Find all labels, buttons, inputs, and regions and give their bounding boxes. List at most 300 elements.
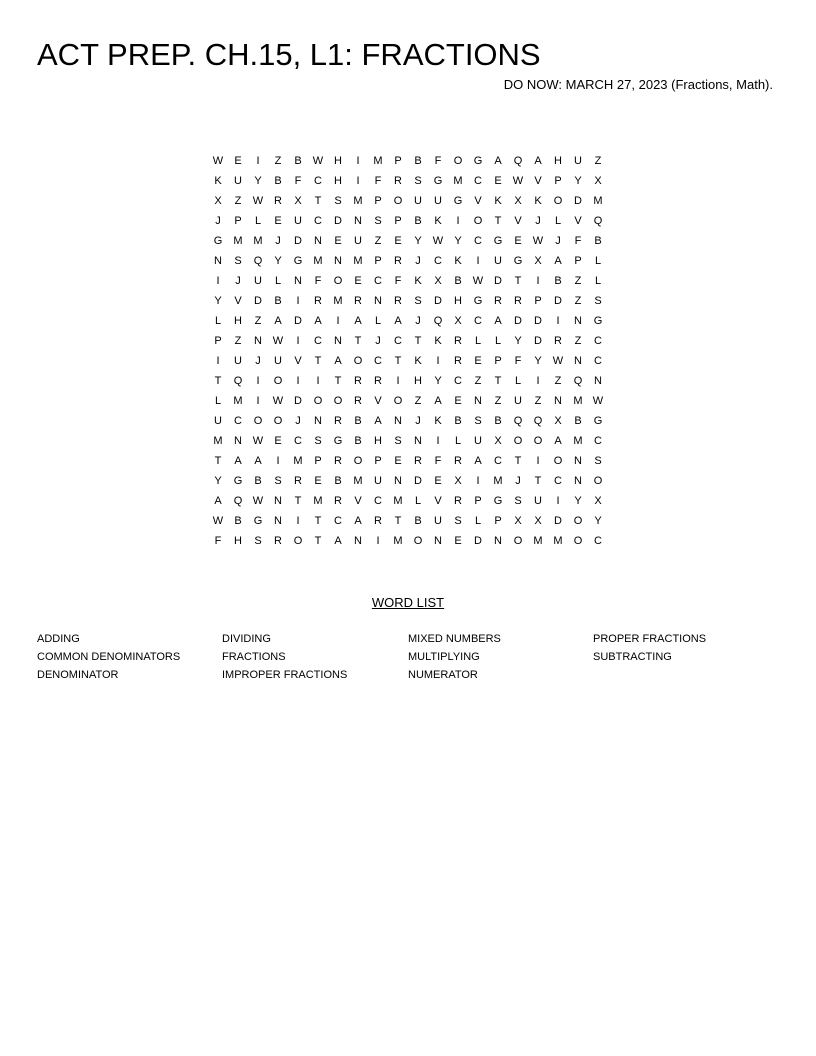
grid-letter: L [454, 435, 462, 447]
grid-letter: H [234, 535, 242, 547]
grid-letter: K [434, 335, 442, 347]
grid-letter: M [353, 475, 363, 487]
grid-letter: J [555, 235, 561, 247]
grid-letter: Y [454, 235, 462, 247]
grid-letter: C [554, 475, 562, 487]
grid-letter: E [354, 275, 362, 287]
grid-letter: W [592, 395, 604, 407]
grid-letter: N [594, 375, 602, 387]
grid-letter: Z [234, 335, 242, 347]
grid-letter: T [494, 375, 502, 387]
grid-letter: A [534, 155, 542, 167]
grid-letter: R [274, 195, 282, 207]
grid-letter: M [373, 155, 383, 167]
grid-letter: J [515, 475, 521, 487]
grid-letter: J [295, 415, 301, 427]
grid-letter: N [354, 215, 362, 227]
grid-letter: L [254, 215, 262, 227]
grid-letter: O [353, 355, 363, 367]
grid-letter: Z [274, 155, 282, 167]
grid-letter: F [294, 175, 302, 187]
grid-letter: I [436, 435, 440, 447]
grid-letter: E [454, 395, 462, 407]
grid-letter: X [454, 475, 462, 487]
grid-letter: M [293, 455, 303, 467]
grid-letter: P [534, 295, 542, 307]
grid-letter: D [294, 395, 302, 407]
grid-letter: B [574, 415, 582, 427]
grid-letter: V [434, 495, 442, 507]
grid-letter: B [454, 275, 462, 287]
grid-letter: X [214, 195, 222, 207]
grid-letter: H [554, 155, 562, 167]
grid-letter: O [333, 275, 343, 287]
grid-letter: L [594, 275, 602, 287]
grid-letter: M [573, 435, 583, 447]
grid-letter: G [473, 155, 483, 167]
word-list-heading [0, 595, 816, 611]
grid-letter: I [556, 495, 560, 507]
grid-letter: U [514, 395, 522, 407]
grid-letter: B [414, 215, 422, 227]
grid-letter: T [514, 455, 522, 467]
grid-letter: W [532, 235, 544, 247]
grid-letter: W [212, 515, 224, 527]
grid-letter: L [474, 515, 482, 527]
grid-letter: U [294, 215, 302, 227]
do-now-subtitle: DO NOW: MARCH 27, 2023 (Fractions, Math). [503, 77, 773, 92]
grid-letter: N [314, 415, 322, 427]
grid-letter: A [314, 315, 322, 327]
grid-row [208, 231, 608, 251]
grid-letter: W [432, 235, 444, 247]
grid-letter: I [216, 275, 220, 287]
grid-letter: R [414, 455, 422, 467]
grid-letter: Y [274, 255, 282, 267]
grid-letter: S [414, 175, 422, 187]
grid-letter: F [394, 275, 402, 287]
grid-letter: Q [593, 215, 603, 227]
grid-letter: Z [534, 395, 542, 407]
grid-letter: T [314, 515, 322, 527]
grid-letter: G [473, 295, 483, 307]
grid-letter: Z [474, 375, 482, 387]
grid-row [208, 471, 608, 491]
grid-letter: G [493, 235, 503, 247]
grid-letter: P [374, 255, 382, 267]
grid-letter: U [374, 475, 382, 487]
word-list-heading-text: WORD LIST [371, 595, 445, 610]
grid-letter: M [453, 175, 463, 187]
grid-letter: M [233, 395, 243, 407]
grid-letter: S [454, 515, 462, 527]
grid-letter: R [354, 375, 362, 387]
grid-letter: D [294, 235, 302, 247]
grid-letter: N [334, 335, 342, 347]
grid-letter: C [474, 175, 482, 187]
grid-letter: Q [253, 255, 263, 267]
grid-letter: E [514, 235, 522, 247]
grid-letter: C [594, 435, 602, 447]
grid-letter: A [554, 435, 562, 447]
grid-letter: O [473, 215, 483, 227]
grid-letter: Q [433, 315, 443, 327]
grid-letter: V [574, 215, 582, 227]
grid-letter: I [276, 455, 280, 467]
grid-letter: H [414, 375, 422, 387]
grid-letter: D [494, 275, 502, 287]
grid-letter: I [256, 155, 260, 167]
grid-letter: Q [513, 415, 523, 427]
grid-letter: P [234, 215, 242, 227]
grid-letter: G [493, 495, 503, 507]
grid-letter: W [272, 335, 284, 347]
grid-letter: S [594, 455, 602, 467]
grid-letter: R [494, 295, 502, 307]
grid-letter: W [312, 155, 324, 167]
grid-letter: X [514, 195, 522, 207]
grid-letter: S [414, 295, 422, 307]
grid-letter: G [213, 235, 223, 247]
grid-letter: R [374, 375, 382, 387]
grid-row [208, 451, 608, 471]
grid-letter: J [415, 315, 421, 327]
grid-letter: O [273, 375, 283, 387]
grid-letter: X [454, 315, 462, 327]
grid-letter: C [334, 515, 342, 527]
grid-letter: M [213, 435, 223, 447]
grid-letter: T [334, 375, 342, 387]
grid-letter: P [314, 455, 322, 467]
grid-letter: N [414, 435, 422, 447]
grid-letter: F [214, 535, 222, 547]
grid-row [208, 351, 608, 371]
grid-letter: C [314, 175, 322, 187]
grid-letter: A [234, 455, 242, 467]
grid-letter: M [353, 255, 363, 267]
grid-letter: S [314, 435, 322, 447]
grid-letter: I [356, 175, 360, 187]
grid-letter: K [414, 275, 422, 287]
grid-letter: E [494, 175, 502, 187]
grid-letter: D [534, 315, 542, 327]
grid-letter: T [314, 355, 322, 367]
grid-letter: U [474, 435, 482, 447]
grid-row [208, 251, 608, 271]
grid-letter: S [234, 255, 242, 267]
grid-letter: X [554, 415, 562, 427]
grid-letter: R [354, 295, 362, 307]
grid-letter: H [334, 175, 342, 187]
grid-letter: H [374, 435, 382, 447]
grid-letter: U [274, 355, 282, 367]
grid-letter: T [514, 275, 522, 287]
grid-letter: L [494, 335, 502, 347]
grid-letter: N [374, 295, 382, 307]
grid-letter: Y [214, 295, 222, 307]
grid-letter: Q [233, 375, 243, 387]
grid-letter: P [474, 495, 482, 507]
grid-letter: T [394, 515, 402, 527]
grid-letter: P [554, 175, 562, 187]
grid-letter: T [314, 535, 322, 547]
grid-letter: Y [574, 175, 582, 187]
word-list-item: MIXED NUMBERS [408, 633, 501, 645]
grid-letter: P [214, 335, 222, 347]
grid-row [208, 411, 608, 431]
grid-letter: U [234, 175, 242, 187]
grid-letter: U [254, 275, 262, 287]
grid-letter: N [574, 315, 582, 327]
grid-letter: Y [574, 495, 582, 507]
grid-letter: L [594, 255, 602, 267]
grid-letter: Z [374, 235, 382, 247]
grid-letter: L [274, 275, 282, 287]
grid-letter: A [494, 155, 502, 167]
grid-letter: C [294, 435, 302, 447]
grid-letter: N [274, 515, 282, 527]
grid-letter: X [494, 435, 502, 447]
grid-letter: F [314, 275, 322, 287]
grid-letter: R [554, 335, 562, 347]
grid-letter: E [334, 235, 342, 247]
grid-letter: W [472, 275, 484, 287]
grid-letter: E [394, 455, 402, 467]
grid-letter: I [396, 375, 400, 387]
grid-letter: G [433, 175, 443, 187]
grid-letter: O [513, 435, 523, 447]
grid-letter: G [453, 195, 463, 207]
grid-letter: N [494, 535, 502, 547]
grid-letter: N [474, 395, 482, 407]
grid-letter: Z [574, 335, 582, 347]
grid-letter: Z [414, 395, 422, 407]
grid-letter: O [573, 515, 583, 527]
grid-letter: A [334, 535, 342, 547]
grid-letter: S [594, 295, 602, 307]
grid-letter: G [513, 255, 523, 267]
grid-letter: S [274, 475, 282, 487]
grid-letter: P [374, 455, 382, 467]
grid-letter: B [554, 275, 562, 287]
grid-letter: N [214, 255, 222, 267]
grid-letter: M [553, 535, 563, 547]
grid-letter: O [393, 195, 403, 207]
grid-letter: O [553, 455, 563, 467]
grid-letter: K [494, 195, 502, 207]
grid-letter: S [394, 435, 402, 447]
grid-letter: W [272, 395, 284, 407]
grid-row [208, 211, 608, 231]
grid-letter: V [534, 175, 542, 187]
grid-letter: B [294, 155, 302, 167]
grid-letter: Q [513, 155, 523, 167]
grid-letter: H [234, 315, 242, 327]
grid-letter: X [514, 515, 522, 527]
grid-letter: K [434, 415, 442, 427]
grid-letter: T [314, 195, 322, 207]
grid-letter: M [393, 495, 403, 507]
grid-letter: T [294, 495, 302, 507]
grid-letter: R [334, 495, 342, 507]
grid-letter: O [393, 395, 403, 407]
grid-letter: A [254, 455, 262, 467]
grid-letter: X [594, 175, 602, 187]
grid-letter: E [274, 435, 282, 447]
grid-letter: T [354, 335, 362, 347]
grid-letter: V [294, 355, 302, 367]
grid-letter: M [353, 195, 363, 207]
grid-letter: A [354, 315, 362, 327]
grid-letter: T [494, 215, 502, 227]
grid-letter: A [474, 455, 482, 467]
grid-letter: F [434, 155, 442, 167]
grid-letter: B [354, 415, 362, 427]
grid-letter: D [254, 295, 262, 307]
grid-letter: D [414, 475, 422, 487]
grid-letter: A [354, 515, 362, 527]
grid-row [208, 491, 608, 511]
grid-letter: U [354, 235, 362, 247]
grid-letter: D [294, 315, 302, 327]
grid-letter: O [453, 155, 463, 167]
grid-letter: E [454, 535, 462, 547]
grid-letter: Z [574, 295, 582, 307]
grid-letter: B [334, 475, 342, 487]
grid-letter: W [512, 175, 524, 187]
grid-letter: L [514, 375, 522, 387]
grid-letter: M [313, 495, 323, 507]
grid-letter: I [216, 355, 220, 367]
grid-letter: Y [254, 175, 262, 187]
grid-letter: N [234, 435, 242, 447]
grid-letter: N [274, 495, 282, 507]
grid-letter: I [296, 295, 300, 307]
grid-letter: N [314, 235, 322, 247]
grid-letter: R [514, 295, 522, 307]
grid-letter: P [394, 215, 402, 227]
grid-letter: J [215, 215, 221, 227]
grid-letter: B [454, 415, 462, 427]
grid-letter: R [454, 455, 462, 467]
grid-letter: Z [254, 315, 262, 327]
grid-letter: C [454, 375, 462, 387]
grid-letter: R [374, 515, 382, 527]
grid-letter: P [374, 195, 382, 207]
grid-letter: I [536, 455, 540, 467]
grid-letter: A [494, 315, 502, 327]
grid-letter: B [414, 515, 422, 527]
grid-letter: X [434, 275, 442, 287]
grid-letter: W [552, 355, 564, 367]
grid-letter: O [513, 535, 523, 547]
grid-letter: I [556, 315, 560, 327]
grid-row [208, 431, 608, 451]
grid-letter: W [212, 155, 224, 167]
grid-letter: C [234, 415, 242, 427]
grid-letter: O [253, 415, 263, 427]
grid-letter: N [334, 255, 342, 267]
grid-row [208, 191, 608, 211]
grid-letter: Z [494, 395, 502, 407]
grid-letter: M [253, 235, 263, 247]
grid-letter: U [434, 515, 442, 527]
grid-letter: B [254, 475, 262, 487]
word-list-item: DIVIDING [222, 633, 271, 645]
grid-letter: D [554, 515, 562, 527]
grid-letter: D [474, 535, 482, 547]
word-list-item: SUBTRACTING [593, 651, 672, 663]
grid-letter: T [214, 455, 222, 467]
grid-row [208, 271, 608, 291]
word-list-column-1 [37, 630, 180, 684]
grid-letter: O [533, 435, 543, 447]
grid-letter: J [415, 255, 421, 267]
word-list-item: FRACTIONS [222, 651, 286, 663]
grid-letter: K [434, 215, 442, 227]
grid-letter: A [334, 355, 342, 367]
grid-letter: V [514, 215, 522, 227]
grid-letter: N [294, 275, 302, 287]
grid-letter: N [574, 455, 582, 467]
grid-letter: P [494, 515, 502, 527]
grid-letter: V [354, 495, 362, 507]
grid-letter: M [593, 195, 603, 207]
grid-letter: R [394, 295, 402, 307]
grid-letter: F [374, 175, 382, 187]
grid-letter: N [434, 535, 442, 547]
grid-letter: E [474, 355, 482, 367]
grid-letter: L [214, 315, 222, 327]
word-list-item: IMPROPER FRACTIONS [222, 669, 348, 681]
grid-letter: N [574, 475, 582, 487]
grid-letter: Y [214, 475, 222, 487]
grid-letter: X [294, 195, 302, 207]
grid-letter: X [534, 255, 542, 267]
grid-letter: J [415, 415, 421, 427]
grid-letter: H [454, 295, 462, 307]
grid-letter: O [573, 535, 583, 547]
grid-letter: P [394, 155, 402, 167]
word-list-item: COMMON DENOMINATORS [37, 651, 181, 663]
grid-row [208, 311, 608, 331]
grid-letter: D [574, 195, 582, 207]
grid-letter: I [256, 395, 260, 407]
grid-letter: C [474, 235, 482, 247]
grid-letter: K [214, 175, 222, 187]
grid-letter: U [434, 195, 442, 207]
grid-letter: D [334, 215, 342, 227]
grid-letter: V [234, 295, 242, 307]
grid-letter: R [334, 415, 342, 427]
grid-letter: I [476, 255, 480, 267]
grid-letter: Q [233, 495, 243, 507]
grid-letter: I [296, 375, 300, 387]
grid-letter: J [275, 235, 281, 247]
grid-letter: B [234, 515, 242, 527]
grid-letter: C [374, 355, 382, 367]
grid-letter: J [375, 335, 381, 347]
grid-letter: B [274, 175, 282, 187]
grid-letter: L [554, 215, 562, 227]
grid-letter: C [494, 455, 502, 467]
grid-letter: I [476, 475, 480, 487]
grid-letter: Y [414, 235, 422, 247]
grid-letter: Z [574, 275, 582, 287]
grid-letter: I [316, 375, 320, 387]
grid-letter: V [474, 195, 482, 207]
grid-letter: L [374, 315, 382, 327]
